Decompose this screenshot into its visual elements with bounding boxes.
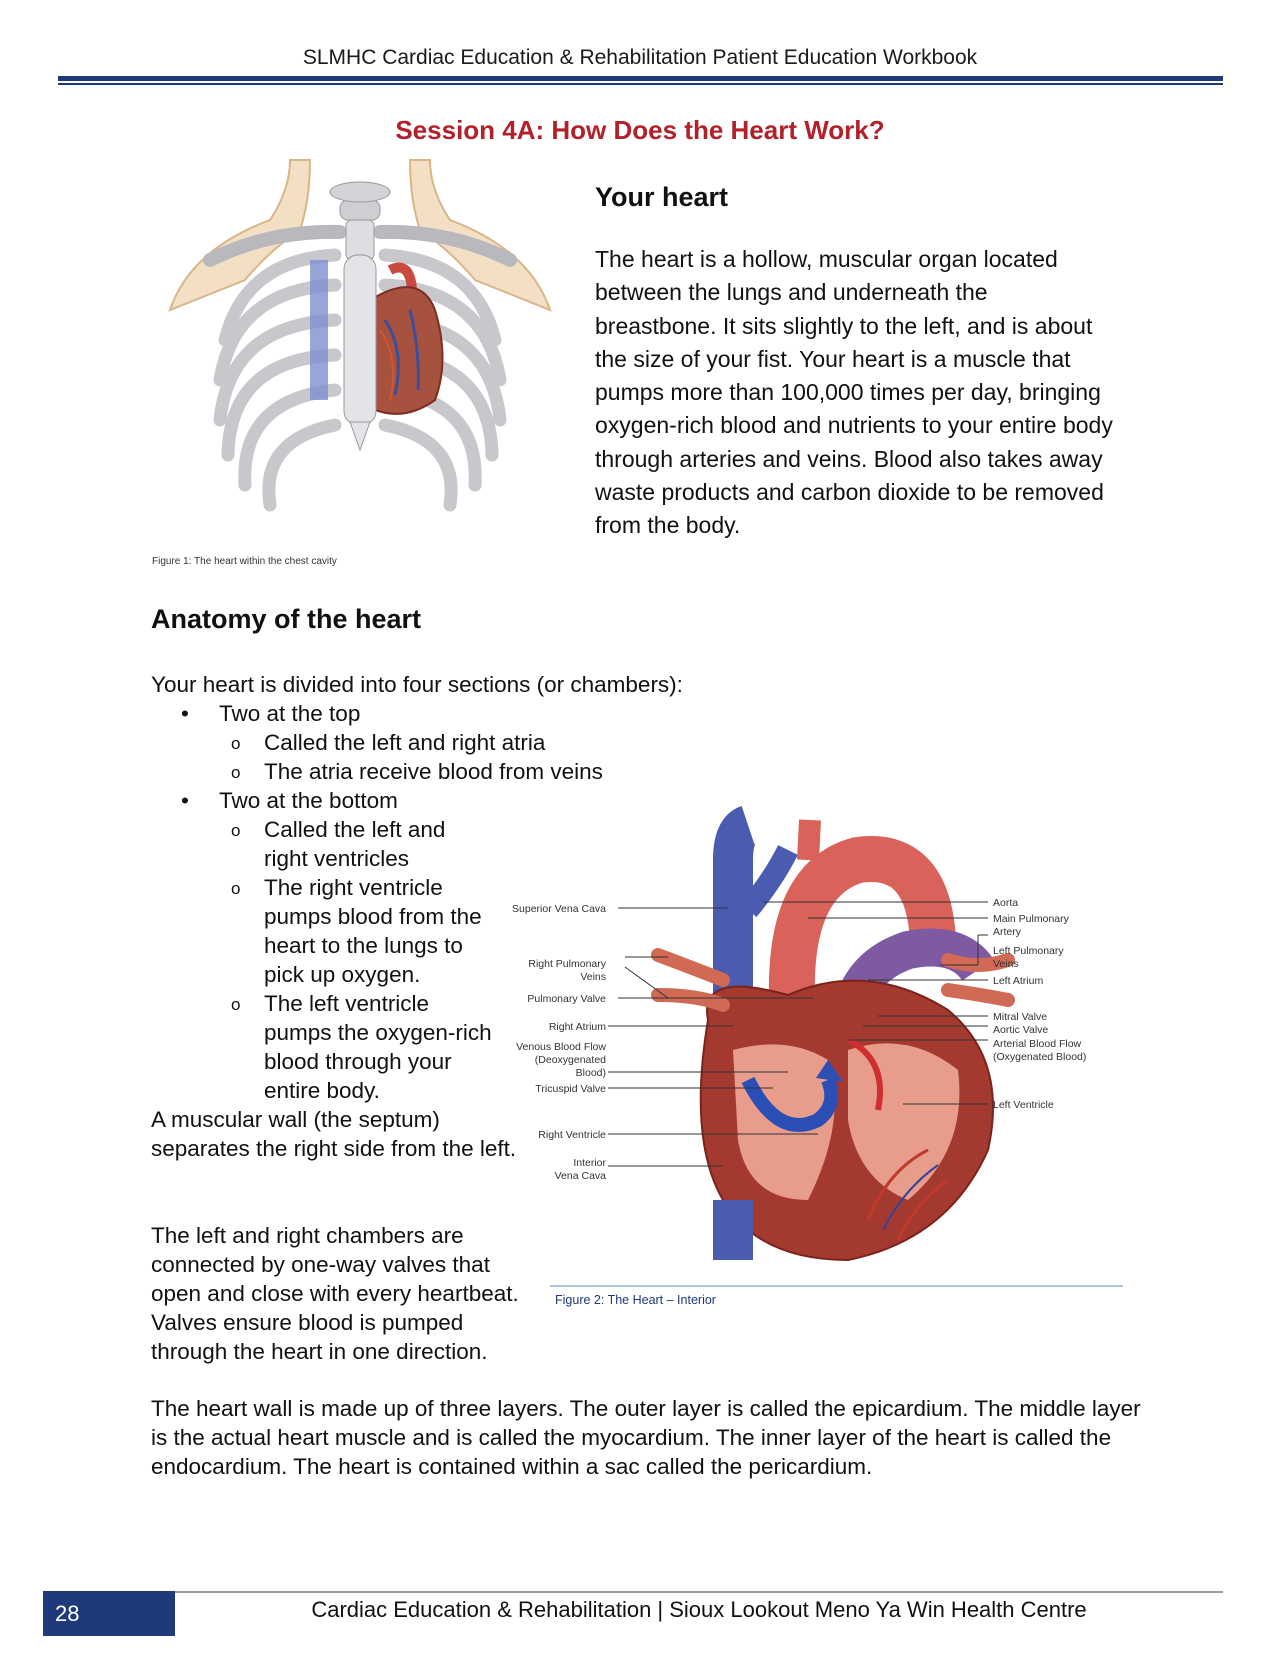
label-aorta: Aorta [993,897,1019,909]
label-interior-vena-cava-2: Vena Cava [554,1170,606,1182]
label-left-pulmonary-veins-2: Veins [993,958,1019,970]
session-title: Session 4A: How Does the Heart Work? [395,115,885,145]
bullet-text: Two at the bottom [219,788,398,813]
footer-rule [175,1591,1223,1593]
label-main-pulmonary-artery-2: Artery [993,926,1022,938]
label-arterial-flow-2: (Oxygenated Blood) [993,1051,1087,1063]
label-superior-vena-cava: Superior Vena Cava [512,903,606,915]
valves-paragraph-a: The left and right chambers are connected by one-way valves that open and close with every heartbeat. Valves ensure blood is pumped through the heart in one direction. [151,1223,519,1364]
your-heart-heading: Your heart [595,182,729,212]
sub-list-item: o The right ventricle pumps blood from the heart to the lungs to pick up oxygen. [219,873,494,989]
label-left-ventricle: Left Ventricle [993,1099,1054,1111]
chest-cavity-illustration [150,160,570,560]
label-right-atrium: Right Atrium [548,1021,606,1033]
septum-paragraph: A muscular wall (the septum) separates the right side from the left. [151,1107,517,1161]
running-header: SLMHC Cardiac Education & Rehabilitation Patient Education Workbook [302,46,978,69]
page-number: 28 [43,1591,175,1636]
label-venous-flow-2: (Deoxygenated [534,1054,606,1066]
heart-interior-diagram [512,820,1138,1290]
label-tricuspid-valve: Tricuspid Valve [535,1083,606,1095]
label-main-pulmonary-artery-1: Main Pulmonary [993,913,1069,925]
label-left-pulmonary-veins-1: Left Pulmonary [993,945,1064,957]
footer-text: Cardiac Education & Rehabilitation | Sioux Lookout Meno Ya Win Health Centre [311,1597,1087,1622]
anatomy-intro: Your heart is divided into four sections (or chambers): [151,672,683,697]
label-left-atrium: Left Atrium [993,975,1044,987]
label-right-ventricle: Right Ventricle [538,1129,606,1141]
label-aortic-valve: Aortic Valve [993,1024,1049,1036]
sub-list-item: o Called the left and right ventricles [219,815,494,873]
sub-list-item: o The left ventricle pumps the oxygen-rich blood through your entire body. [219,989,494,1105]
your-heart-paragraph: The heart is a hollow, muscular organ located between the lungs and underneath the breastbone. It sits slightly to the left, and is about the size of your fist. Your heart is a muscle that pumps more than 100,000 times per day, bringing oxygen-rich blood and nutrients to your entire body through arteries and veins. Blood also takes away waste products and carbon dioxide to be removed from the body. [595,246,1113,539]
label-mitral-valve: Mitral Valve [993,1011,1048,1023]
figure1-caption: Figure 1: The heart within the chest cavity [152,556,337,567]
figure2-caption: Figure 2: The Heart – Interior [555,1293,716,1307]
sub-list-item: o Called the left and right atria [219,728,711,757]
label-right-pulmonary-veins-1: Right Pulmonary [528,958,606,970]
sub-list-item: o The atria receive blood from veins [219,757,711,786]
bullet-text: Two at the top [219,701,361,726]
heart-layers-paragraph: The heart wall is made up of three layers. The outer layer is called the epicardium. The middle layer is the actual heart muscle and is called the myocardium. The inner layer of the heart is called the endocardium. The heart is contained within a sac called the pericardium. [151,1396,1141,1479]
label-arterial-flow-1: Arterial Blood Flow [993,1038,1082,1050]
label-right-pulmonary-veins-2: Veins [580,971,606,983]
header-rule [58,76,1223,81]
list-item [151,699,711,786]
header-rule-thin [58,83,1223,85]
label-interior-vena-cava-1: Interior [573,1157,606,1169]
anatomy-heading: Anatomy of the heart [151,604,422,634]
label-pulmonary-valve: Pulmonary Valve [527,993,606,1005]
label-venous-flow-3: Blood) [575,1067,606,1079]
label-venous-flow-1: Venous Blood Flow [516,1041,606,1053]
